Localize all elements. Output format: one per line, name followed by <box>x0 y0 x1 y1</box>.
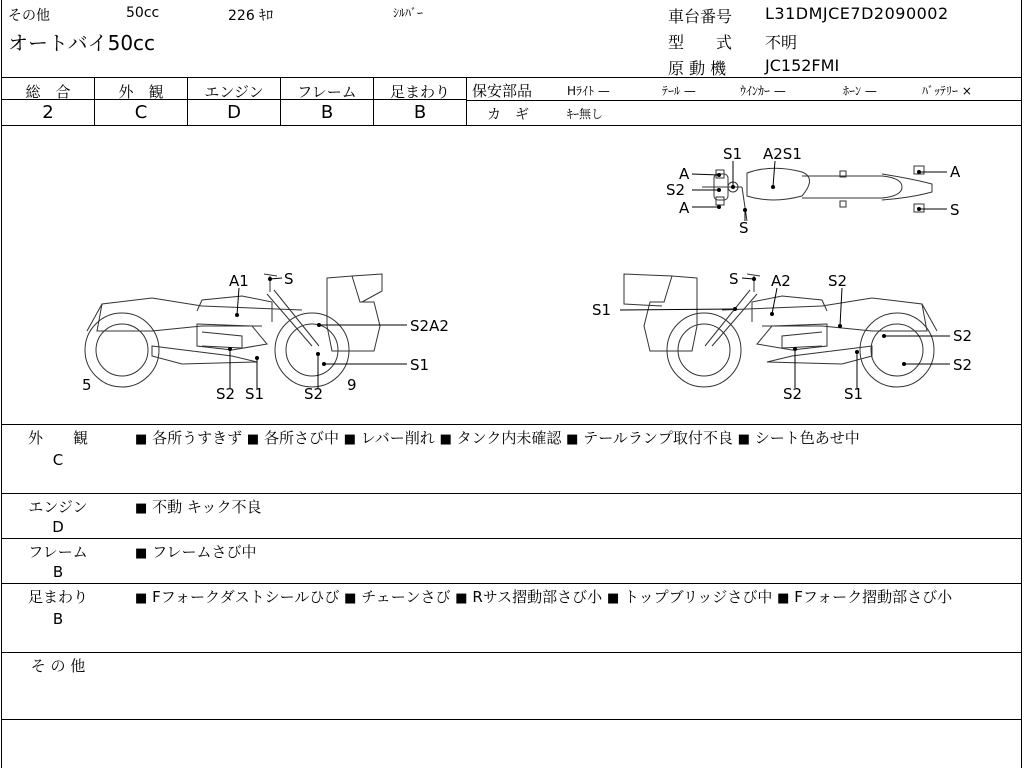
right-s2-bottom: S2 <box>783 385 803 403</box>
note-item: レバー削れ <box>360 429 435 447</box>
other-label: その他 <box>8 8 50 24</box>
note-other-label: そ の 他 <box>30 657 86 675</box>
note-exterior-grade: C <box>52 451 64 469</box>
chassis-number: L31DMJCE7D2090002 <box>765 4 949 23</box>
top-s-right: S <box>950 201 960 219</box>
top-a2s1: A2S1 <box>763 145 802 163</box>
left-s2-bottom-2: S2 <box>304 385 324 403</box>
grade-frame-value: B <box>320 102 334 123</box>
note-item: 各所うすきず <box>152 429 243 447</box>
right-s1-bottom: S1 <box>844 385 864 403</box>
right-s1-left: S1 <box>592 301 612 319</box>
key-value: ｷｰ無し <box>567 107 604 121</box>
left-s1-bottom: S1 <box>245 385 265 403</box>
right-view-bike <box>624 274 937 387</box>
right-s2-top: S2 <box>828 272 848 290</box>
safety-winker: ｳｲﾝｶｰ — <box>740 84 786 98</box>
color: ｼﾙﾊﾞｰ <box>393 6 424 20</box>
note-item: フレームさび中 <box>152 543 257 561</box>
safety-title: 保安部品 <box>472 82 533 100</box>
note-frame-label: フレーム <box>28 543 88 561</box>
chassis-label: 車台番号 <box>668 7 733 26</box>
left-num5: 5 <box>82 376 92 394</box>
divider-notes-1 <box>1 493 1022 494</box>
divider-header <box>1 77 1022 78</box>
damage-diagram <box>2 126 1022 424</box>
divider-notes-2 <box>1 538 1022 539</box>
note-suspension-items <box>135 586 1005 610</box>
divider-diagram <box>1 424 1022 425</box>
note-item: トップブリッジさび中 <box>624 588 773 606</box>
grade-exterior-value: C <box>134 102 148 123</box>
left-s2-bottom: S2 <box>216 385 236 403</box>
left-a1: A1 <box>229 272 249 290</box>
note-item: Rサス摺動部さび小 <box>472 588 603 606</box>
note-frame-items <box>135 541 1005 565</box>
note-item: シート色あせ中 <box>754 429 860 447</box>
engine-value: JC152FMI <box>765 56 840 75</box>
note-suspension-label: 足まわり <box>27 588 88 606</box>
right-s-top: S <box>729 270 739 288</box>
note-item: 各所さび中 <box>263 429 339 447</box>
top-view-bike <box>702 166 932 221</box>
note-item: Fフォークダストシールひび <box>152 588 340 606</box>
top-a-bottom-left: A <box>679 199 690 217</box>
note-exterior-items <box>135 427 1005 451</box>
top-s-bottom: S <box>739 219 749 237</box>
grade-exterior-label: 外 観 <box>118 83 164 101</box>
model-name: オートバイ50cc <box>8 31 156 55</box>
safety-tail: ﾃｰﾙ — <box>662 84 696 98</box>
safety-headlight: Hﾗｲﾄ — <box>567 84 610 98</box>
grade-suspension-value: B <box>413 102 427 123</box>
right-s2-right-2: S2 <box>953 356 973 374</box>
note-exterior-label: 外 観 <box>27 429 88 447</box>
type-label: 型 式 <box>668 33 733 52</box>
left-s1-right: S1 <box>410 356 430 374</box>
note-suspension-grade: B <box>52 610 64 628</box>
displacement: 50cc <box>126 5 160 21</box>
grade-suspension-label: 足まわり <box>389 83 450 101</box>
top-s1: S1 <box>723 145 743 163</box>
left-s2a2: S2A2 <box>410 317 449 335</box>
divider-notes-5 <box>1 719 1022 720</box>
top-a-left: A <box>679 165 690 183</box>
note-item: 不動 キック不良 <box>152 498 262 516</box>
left-s-top: S <box>284 270 294 288</box>
note-frame-grade: B <box>52 563 64 581</box>
grade-sep-5 <box>466 77 467 125</box>
grade-engine-value: D <box>227 102 241 123</box>
grade-overall-label: 総 合 <box>25 83 71 101</box>
top-s2-left: S2 <box>666 181 686 199</box>
mileage: 226 ｷﾛ <box>228 8 274 24</box>
right-a2: A2 <box>771 272 791 290</box>
note-engine-grade: D <box>52 518 64 536</box>
divider-notes-3 <box>1 583 1022 584</box>
note-engine-label: エンジン <box>28 498 88 516</box>
top-a-right: A <box>950 163 961 181</box>
safety-mid-line <box>466 100 1022 101</box>
left-view-markers <box>228 277 326 366</box>
key-label: カ ギ <box>487 107 529 123</box>
grade-overall-value: 2 <box>42 102 54 123</box>
note-item: Fフォーク摺動部さび小 <box>794 588 953 606</box>
engine-label: 原 動 機 <box>668 59 727 78</box>
note-item: タンク内未確認 <box>456 429 562 447</box>
note-engine-items <box>135 496 1005 520</box>
safety-battery: ﾊﾞｯﾃﾘｰ × <box>922 84 972 98</box>
left-view-bike <box>85 274 382 387</box>
type-value: 不明 <box>765 33 798 52</box>
note-item: テールランプ取付不良 <box>583 429 733 447</box>
grade-frame-label: フレーム <box>297 83 357 101</box>
note-item: チェーンさび <box>361 588 451 606</box>
divider-notes-4 <box>1 652 1022 653</box>
grade-engine-label: エンジン <box>204 83 264 101</box>
safety-horn: ﾎｰﾝ — <box>843 84 877 98</box>
left-num9: 9 <box>347 376 357 394</box>
right-s2-right-1: S2 <box>953 327 973 345</box>
